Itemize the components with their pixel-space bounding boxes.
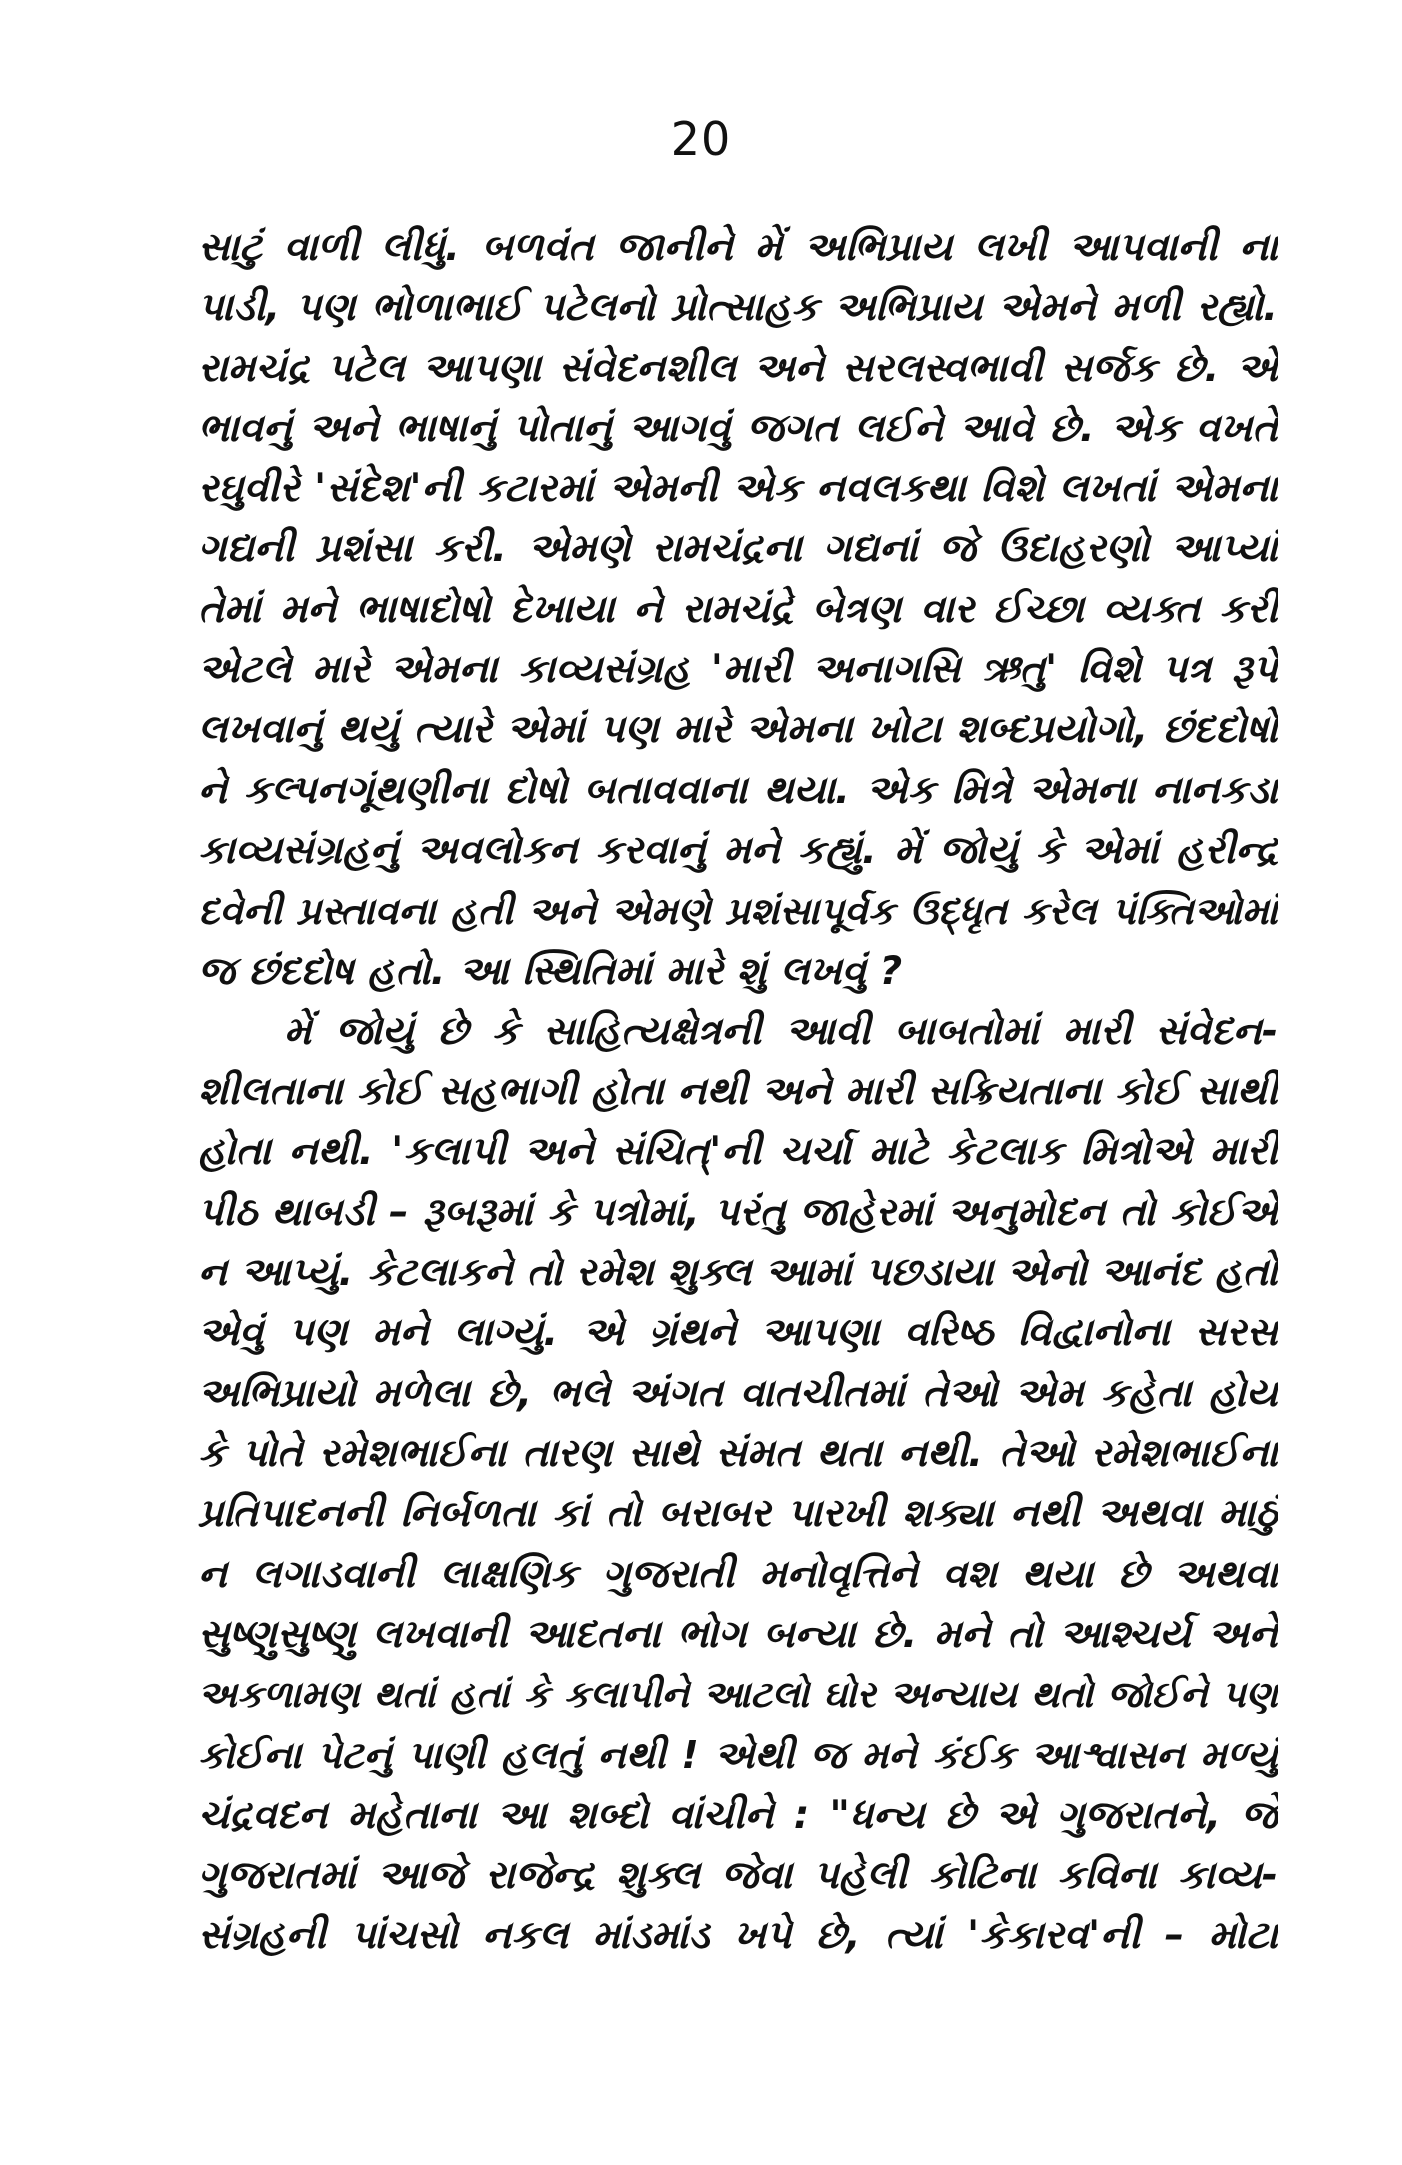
- text-line: પ્રતિપાદનની નિર્બળતા કાં તો બરાબર પારખી શક્યા નથી અથવા માઠું: [198, 1491, 1278, 1537]
- text-line: સંગ્રહની પાંચસો નકલ માંડમાંડ ખપે છે, ત્યાં 'કેકારવ'ની – મોટા: [198, 1913, 1278, 1959]
- text-line: લખવાનું થયું ત્યારે એમાં પણ મારે એમના ખોટા શબ્દપ્રયોગો, છંદદોષો: [198, 707, 1278, 753]
- text-line: ન આપ્યું. કેટલાકને તો રમેશ શુક્લ આમાં પછડાયા એનો આનંદ હતો: [198, 1250, 1278, 1296]
- text-line: દવેની પ્રસ્તાવના હતી અને એમણે પ્રશંસાપૂર્વક ઉદ્ધૃત કરેલ પંક્તિઓમાં: [198, 889, 1278, 934]
- text-line: ને કલ્પનગૂંથણીના દોષો બતાવવાના થયા. એક મિત્રે એમના નાનકડા: [198, 767, 1278, 813]
- text-line: કોઈના પેટનું પાણી હલતું નથી ! એથી જ મને કંઈક આશ્વાસન મળ્યું: [198, 1733, 1278, 1778]
- body-text: [198, 218, 1278, 1967]
- text-line: ચંદ્રવદન મહેતાના આ શબ્દો વાંચીને : "ધન્ય છે એ ગુજરાતને, જે: [198, 1792, 1278, 1838]
- text-line: એટલે મારે એમના કાવ્યસંગ્રહ 'મારી અનાગસિ ઋતુ' વિશે પત્ર રૂપે: [198, 647, 1278, 693]
- text-line: ભાવનું અને ભાષાનું પોતાનું આગવું જગત લઈને આવે છે. એક વખતે: [198, 405, 1278, 451]
- text-line: ગદ્યની પ્રશંસા કરી. એમણે રામચંદ્રના ગદ્યનાં જે ઉદાહરણો આપ્યાં: [198, 526, 1278, 572]
- text-line: ગુજરાતમાં આજે રાજેન્દ્ર શુક્લ જેવા પહેલી કોટિના કવિના કાવ્ય-: [198, 1853, 1278, 1899]
- text-line: કાવ્યસંગ્રહનું અવલોકન કરવાનું મને કહ્યું. મેં જોયું કે એમાં હરીન્દ્ર: [198, 827, 1278, 873]
- paragraph-1: [198, 218, 1278, 1002]
- text-line: તેમાં મને ભાષાદોષો દેખાયા ને રામચંદ્રે બેત્રણ વાર ઈચ્છા વ્યક્ત કરી: [198, 586, 1278, 632]
- text-line: જ છંદદોષ હતો. આ સ્થિતિમાં મારે શું લખવું ?: [198, 948, 903, 994]
- text-line: સાટું વાળી લીધું. બળવંત જાનીને મેં અભિપ્રાય લખી આપવાની ના: [198, 225, 1278, 270]
- text-line: રામચંદ્ર પટેલ આપણા સંવેદનશીલ અને સરલસ્વભાવી સર્જક છે. એ: [198, 345, 1278, 391]
- text-line: રઘુવીરે 'સંદેશ'ની કટારમાં એમની એક નવલકથા વિશે લખતાં એમના: [198, 466, 1278, 512]
- text-line: અકળામણ થતાં હતાં કે કલાપીને આટલો ઘોર અન્યાય થતો જોઈને પણ: [198, 1673, 1278, 1717]
- text-line: હોતા નથી. 'કલાપી અને સંચિત્'ની ચર્ચા માટે કેટલાક મિત્રોએ મારી: [198, 1129, 1278, 1175]
- text-line: પીઠ થાબડી – રૂબરૂમાં કે પત્રોમાં, પરંતુ જાહેરમાં અનુમોદન તો કોઈએ: [198, 1189, 1278, 1235]
- paragraph-2: [198, 1002, 1278, 1967]
- text-line: શીલતાના કોઈ સહભાગી હોતા નથી અને મારી સક્રિયતાના કોઈ સાથી: [198, 1069, 1278, 1115]
- text-line: મેં જોયું છે કે સાહિત્યક્ષેત્રની આવી બાબતોમાં મારી સંવેદન-: [284, 1008, 1278, 1054]
- text-line: ન લગાડવાની લાક્ષણિક ગુજરાતી મનોવૃત્તિને વશ થયા છે અથવા: [198, 1551, 1278, 1597]
- text-line: પાડી, પણ ભોળાભાઈ પટેલનો પ્રોત્સાહક અભિપ્રાય એમને મળી રહ્યો.: [198, 285, 1278, 331]
- text-line: કે પોતે રમેશભાઈના તારણ સાથે સંમત થતા નથી. તેઓ રમેશભાઈના: [198, 1430, 1278, 1476]
- page-number: 20: [670, 112, 732, 166]
- text-line: અભિપ્રાયો મળેલા છે, ભલે અંગત વાતચીતમાં તેઓ એમ કહેતા હોય: [198, 1370, 1278, 1416]
- text-line: એવું પણ મને લાગ્યું. એ ગ્રંથને આપણા વરિષ્ઠ વિદ્વાનોના સરસ: [198, 1310, 1278, 1356]
- text-line: સુષ્ણુસુષ્ણુ લખવાની આદતના ભોગ બન્યા છે. મને તો આશ્ચર્ય અને: [198, 1611, 1278, 1657]
